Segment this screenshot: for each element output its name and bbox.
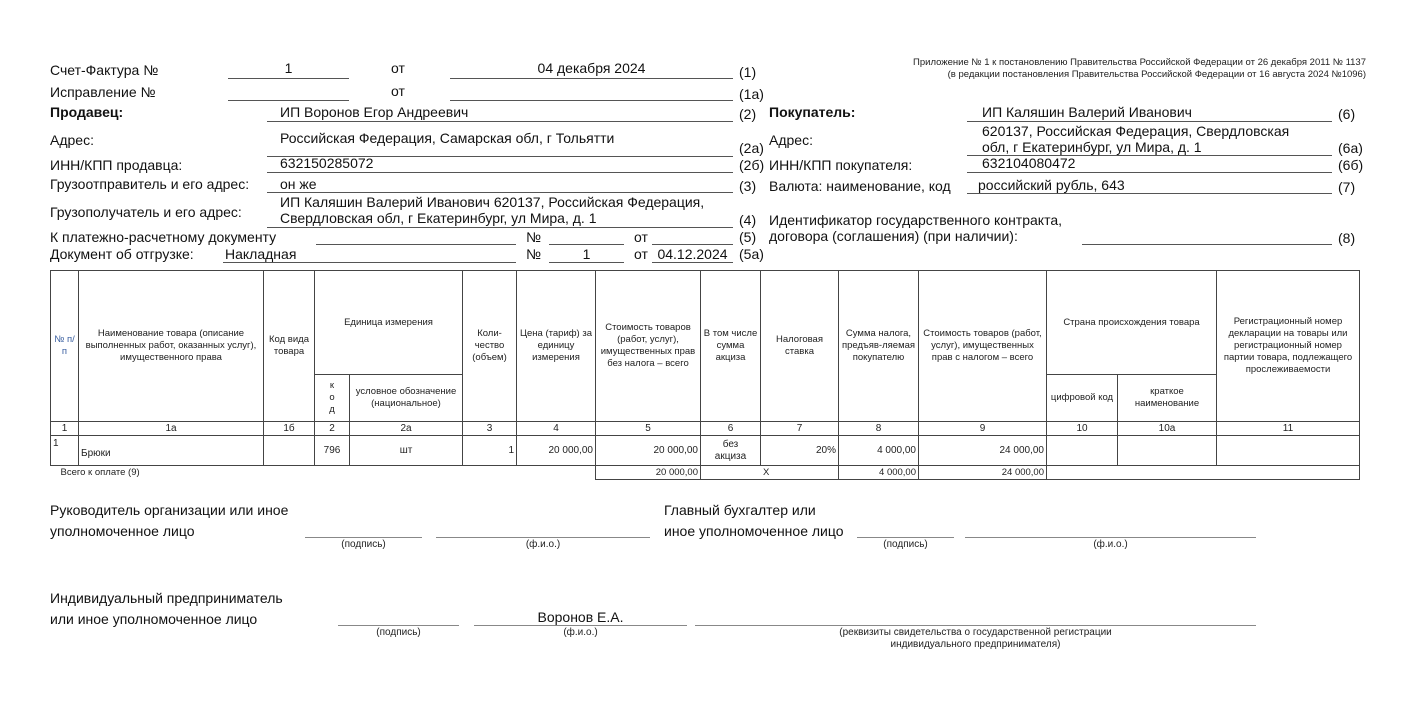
head-name-line[interactable] bbox=[436, 537, 650, 538]
total-empty bbox=[1047, 466, 1360, 480]
contract-label-line-1: Идентификатор государственного контракта, bbox=[769, 212, 1063, 228]
col-header-name: Наименование товара (описание выполненных работ, оказанных услуг), имущественного права bbox=[79, 271, 264, 422]
column-number: 8 bbox=[839, 422, 919, 436]
col-header-kind-code: Код вида товара bbox=[264, 271, 315, 422]
head-signature-caption: (подпись) bbox=[341, 539, 386, 550]
col-header-country: Страна происхождения товара bbox=[1047, 271, 1217, 375]
seller-label: Продавец: bbox=[50, 104, 124, 120]
col-header-no: № п/п bbox=[51, 271, 79, 422]
currency-code: (7) bbox=[1338, 179, 1356, 195]
buyer-inn-code: (6б) bbox=[1338, 157, 1364, 173]
cell-unit-code: 796 bbox=[315, 436, 350, 466]
shipment-doc-date: 04.12.2024 bbox=[657, 246, 728, 262]
head-label-line-1: Руководитель организации или иное bbox=[50, 502, 289, 518]
ip-name-caption: (ф.и.о.) bbox=[563, 627, 598, 638]
invoice-number: 1 bbox=[284, 60, 293, 76]
head-label-line-2: уполномоченное лицо bbox=[50, 523, 195, 539]
ip-label bbox=[50, 588, 283, 630]
col-header-cost-no-tax: Стоимость товаров (работ, услуг), имущественных прав без налога – всего bbox=[596, 271, 701, 422]
total-cost-with-tax: 24 000,00 bbox=[919, 466, 1047, 480]
seller-inn-label: ИНН/КПП продавца: bbox=[50, 157, 183, 173]
column-number: 10а bbox=[1118, 422, 1217, 436]
buyer-inn-label: ИНН/КПП покупателя: bbox=[769, 157, 913, 173]
cell-country-name bbox=[1118, 436, 1217, 466]
total-cost-no-tax: 20 000,00 bbox=[596, 466, 701, 480]
payment-doc-line bbox=[316, 230, 516, 245]
correction-number-line bbox=[228, 84, 349, 101]
shipment-doc-code: (5а) bbox=[739, 246, 764, 262]
cell-qty: 1 bbox=[463, 436, 517, 466]
head-signature-line[interactable] bbox=[305, 537, 422, 538]
col-header-country-code: цифровой код bbox=[1047, 375, 1118, 422]
ip-signature-line[interactable] bbox=[338, 625, 459, 626]
accountant-name-line[interactable] bbox=[965, 537, 1256, 538]
invoice-date: 04 декабря 2024 bbox=[537, 60, 646, 76]
correction-label: Исправление № bbox=[50, 84, 156, 100]
ip-registration-line[interactable] bbox=[695, 625, 1256, 626]
accountant-signature-caption: (подпись) bbox=[883, 539, 928, 550]
payment-doc-label: К платежно-расчетному документу bbox=[50, 229, 277, 245]
col-header-unit-name: условное обозначение (национальное) bbox=[350, 375, 463, 422]
contract-code: (8) bbox=[1338, 230, 1356, 246]
buyer-name: ИП Каляшин Валерий Иванович bbox=[982, 104, 1192, 120]
payment-doc-from-label: от bbox=[634, 229, 648, 245]
cell-no: 1 bbox=[51, 436, 79, 466]
shipment-doc-no-label: № bbox=[526, 246, 542, 262]
col-header-tax-rate: Налоговая ставка bbox=[761, 271, 839, 422]
table-row bbox=[51, 436, 1360, 466]
shipper-value: он же bbox=[280, 176, 317, 192]
column-number-row bbox=[51, 422, 1360, 436]
buyer-name-code: (6) bbox=[1338, 106, 1356, 122]
appendix-line-1: Приложение № 1 к постановлению Правительства Российской Федерации от 26 декабря 2011 № 1137 bbox=[913, 57, 1366, 68]
column-number: 1а bbox=[79, 422, 264, 436]
column-number: 10 bbox=[1047, 422, 1118, 436]
head-name-caption: (ф.и.о.) bbox=[525, 539, 561, 550]
payment-doc-code: (5) bbox=[739, 229, 757, 245]
head-label bbox=[50, 500, 288, 542]
accountant-label bbox=[664, 500, 844, 542]
buyer-address bbox=[982, 123, 1289, 155]
correction-date-line bbox=[450, 84, 733, 101]
cell-reg-number bbox=[1217, 436, 1360, 466]
ip-name-line[interactable] bbox=[474, 625, 687, 626]
column-number: 1б bbox=[264, 422, 315, 436]
col-header-country-name: краткое наименование bbox=[1118, 375, 1217, 422]
seller-address: Российская Федерация, Самарская обл, г Тольятти bbox=[280, 130, 615, 146]
col-header-reg-number: Регистрационный номер декларации на товары или регистрационный номер партии товара, подлежащего прослеживаемости bbox=[1217, 271, 1360, 422]
cell-price: 20 000,00 bbox=[517, 436, 596, 466]
payment-doc-no-label: № bbox=[526, 229, 542, 245]
col-header-price: Цена (тариф) за единицу измерения bbox=[517, 271, 596, 422]
col-header-tax-amount: Сумма налога, предъяв-ляемая покупателю bbox=[839, 271, 919, 422]
ip-label-line-1: Индивидуальный предприниматель bbox=[50, 590, 283, 606]
correction-from-label: от bbox=[391, 83, 405, 99]
total-label: Всего к оплате (9) bbox=[51, 466, 596, 480]
total-tax-amount: 4 000,00 bbox=[839, 466, 919, 480]
column-number: 2а bbox=[350, 422, 463, 436]
correction-code: (1а) bbox=[739, 86, 764, 102]
currency-label: Валюта: наименование, код bbox=[769, 178, 951, 194]
column-number: 7 bbox=[761, 422, 839, 436]
shipment-doc-no: 1 bbox=[582, 246, 591, 262]
ip-registration-caption-line-2: индивидуального предпринимателя) bbox=[890, 639, 1061, 650]
column-number: 1 bbox=[51, 422, 79, 436]
column-number: 11 bbox=[1217, 422, 1360, 436]
cell-name: Брюки bbox=[79, 436, 264, 466]
cell-tax-amount: 4 000,00 bbox=[839, 436, 919, 466]
accountant-label-line-2: иное уполномоченное лицо bbox=[664, 523, 844, 539]
contract-line bbox=[1082, 228, 1332, 245]
cell-kind-code bbox=[264, 436, 315, 466]
invoice-code: (1) bbox=[739, 64, 757, 80]
ip-registration-caption bbox=[695, 627, 1256, 651]
seller-name: ИП Воронов Егор Андреевич bbox=[280, 104, 469, 120]
cell-excise: без акциза bbox=[701, 436, 761, 466]
contract-label-line-2: договора (соглашения) (при наличии): bbox=[769, 228, 1018, 244]
consignee-label: Грузополучатель и его адрес: bbox=[50, 204, 242, 220]
cell-country-code bbox=[1047, 436, 1118, 466]
contract-label bbox=[769, 212, 1062, 244]
consignee-value bbox=[280, 194, 704, 226]
total-excise-mark: X bbox=[701, 466, 839, 480]
shipper-line bbox=[267, 176, 733, 193]
payment-doc-date-line bbox=[652, 230, 733, 245]
column-number: 9 bbox=[919, 422, 1047, 436]
seller-address-label: Адрес: bbox=[50, 132, 94, 148]
invoice-label: Счет-Фактура № bbox=[50, 62, 159, 78]
seller-inn-code: (2б) bbox=[739, 157, 765, 173]
col-header-cost-with-tax: Стоимость товаров (работ, услуг), имущественных прав с налогом – всего bbox=[919, 271, 1047, 422]
consignee-code: (4) bbox=[739, 212, 757, 228]
buyer-address-label: Адрес: bbox=[769, 132, 813, 148]
buyer-inn: 632104080472 bbox=[982, 155, 1076, 171]
cell-cost-no-tax: 20 000,00 bbox=[596, 436, 701, 466]
column-number: 2 bbox=[315, 422, 350, 436]
currency-value: российский рубль, 643 bbox=[978, 177, 1125, 193]
shipment-doc-from-label: от bbox=[634, 246, 648, 262]
seller-name-code: (2) bbox=[739, 106, 757, 122]
consignee-line-1: ИП Каляшин Валерий Иванович 620137, Российская Федерация, bbox=[280, 194, 705, 210]
accountant-name-caption: (ф.и.о.) bbox=[1093, 539, 1128, 550]
cell-tax-rate: 20% bbox=[761, 436, 839, 466]
column-number: 3 bbox=[463, 422, 517, 436]
cell-unit-name: шт bbox=[350, 436, 463, 466]
payment-doc-no-line bbox=[549, 230, 624, 245]
shipper-label: Грузоотправитель и его адрес: bbox=[50, 176, 250, 192]
col-header-qty: Коли-чество (объем) bbox=[463, 271, 517, 422]
seller-inn: 632150285072 bbox=[280, 155, 374, 171]
column-number: 5 bbox=[596, 422, 701, 436]
appendix-line-2: (в редакции постановления Правительства Российской Федерации от 16 августа 2024 №1096) bbox=[947, 69, 1366, 80]
column-number: 6 bbox=[701, 422, 761, 436]
table-total-row bbox=[51, 466, 1360, 480]
invoice-table bbox=[50, 270, 1360, 480]
col-header-unit-code: к о д bbox=[315, 375, 350, 422]
ip-signature-caption: (подпись) bbox=[376, 627, 421, 638]
shipment-doc: Накладная bbox=[225, 246, 297, 262]
invoice-from-label: от bbox=[391, 60, 405, 76]
cell-cost-with-tax: 24 000,00 bbox=[919, 436, 1047, 466]
consignee-line-2: Свердловская обл, г Екатеринбург, ул Мира, д. 1 bbox=[280, 210, 597, 226]
shipment-doc-label: Документ об отгрузке: bbox=[50, 246, 194, 262]
buyer-label: Покупатель: bbox=[769, 104, 856, 120]
seller-address-code: (2а) bbox=[739, 140, 764, 156]
accountant-label-line-1: Главный бухгалтер или bbox=[664, 502, 816, 518]
ip-label-line-2: или иное уполномоченное лицо bbox=[50, 611, 258, 627]
buyer-address-line-1: 620137, Российская Федерация, Свердловская bbox=[982, 123, 1290, 139]
shipper-code: (3) bbox=[739, 178, 757, 194]
col-header-unit: Единица измерения bbox=[315, 271, 463, 375]
buyer-address-line-2: обл, г Екатеринбург, ул Мира, д. 1 bbox=[982, 139, 1202, 155]
ip-name: Воронов Е.А. bbox=[537, 609, 624, 625]
accountant-signature-line[interactable] bbox=[857, 537, 954, 538]
ip-registration-caption-line-1: (реквизиты свидетельства о государственной регистрации bbox=[839, 627, 1112, 638]
col-header-excise: В том числе сумма акциза bbox=[701, 271, 761, 422]
table-header-row bbox=[51, 271, 1360, 375]
buyer-address-code: (6а) bbox=[1338, 140, 1363, 156]
appendix-note bbox=[913, 57, 1366, 81]
column-number: 4 bbox=[517, 422, 596, 436]
